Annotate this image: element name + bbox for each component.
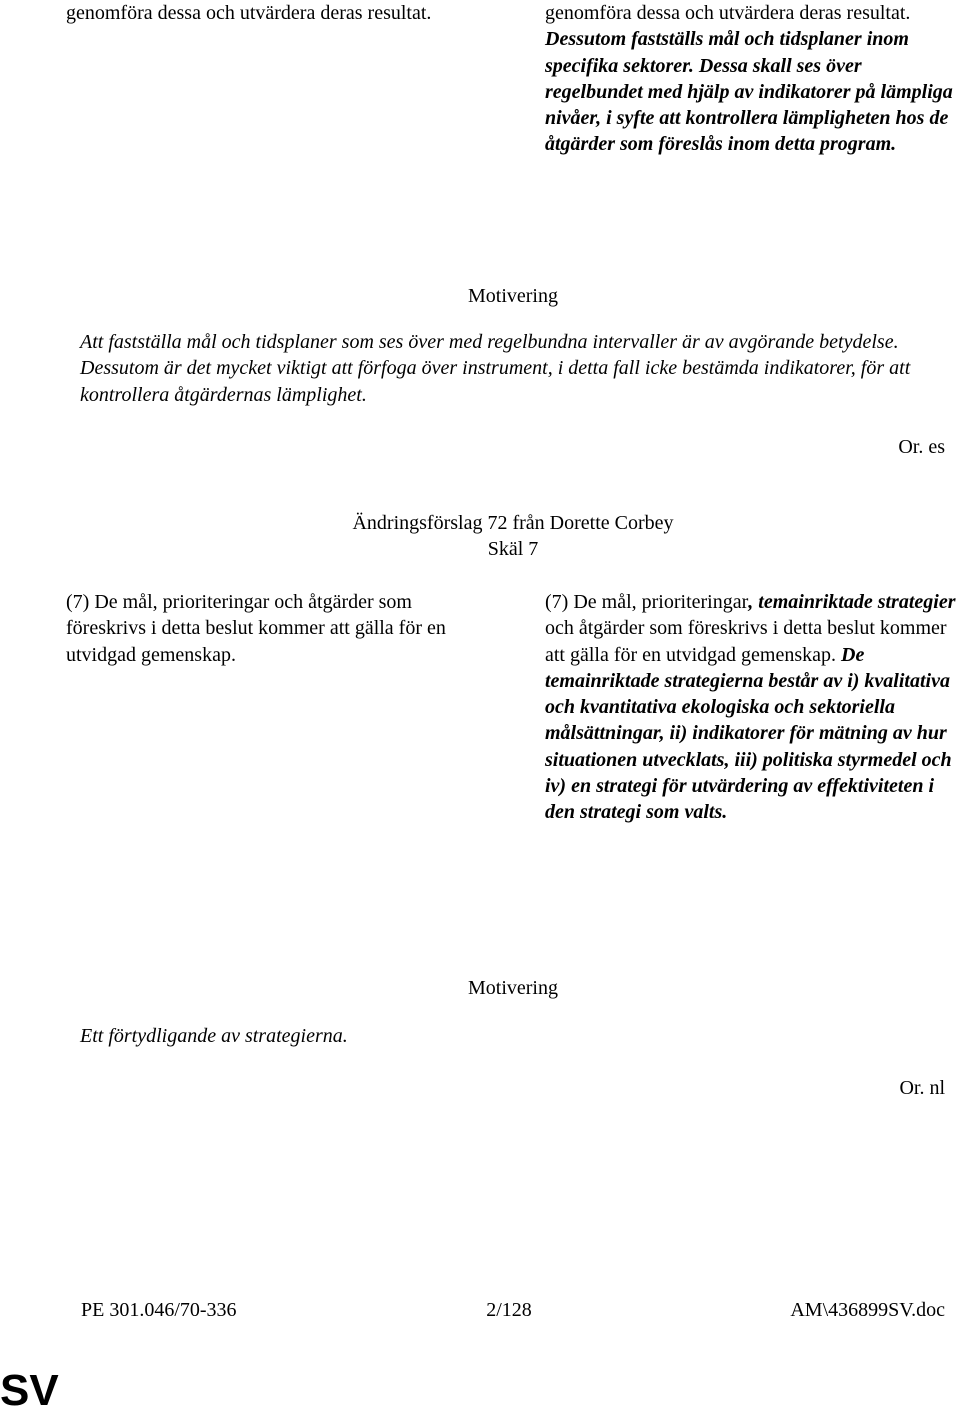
motivering-text-2: Ett förtydligande av strategierna. (80, 1025, 348, 1047)
footer-page-number: 2/128 (486, 1299, 532, 1321)
motivering-heading-2: Motivering (468, 977, 558, 999)
amendment-proposed-text (545, 589, 960, 826)
previous-text-right-plain: genomföra dessa och utvärdera deras resultat. (545, 2, 911, 24)
footer-document-id: AM\436899SV.doc (790, 1299, 945, 1321)
language-code: SV (0, 1366, 59, 1415)
amendment-title: Ändringsförslag 72 från Dorette Corbey (352, 512, 674, 534)
previous-text-right (545, 0, 960, 158)
motivering-text: Att fastställa mål och tidsplaner som ses över med regelbundna intervaller är av avgörande betydelse. Dessutom är det mycket viktigt att förfoga över instrument, i detta fall icke bestämda indikatorer, för att kontrollera åtgärdernas lämplighet. (80, 331, 911, 406)
amendment-original-text: (7) De mål, prioriteringar och åtgärder som föreskrivs i detta beslut kommer att gälla för en utvidgad gemenskap. (66, 591, 446, 666)
proposed-part-2: , temainriktade strategier (748, 591, 956, 613)
original-language-nl: Or. nl (899, 1077, 945, 1099)
motivering-heading: Motivering (468, 285, 558, 307)
previous-text-left: genomföra dessa och utvärdera deras resultat. (66, 2, 432, 24)
original-language-es: Or. es (898, 436, 945, 458)
proposed-part-4: De temainriktade strategierna består av i) kvalitativa och kvantitativa ekologiska och sektoriella målsättningar, ii) indikatorer för mätning av hur situationen utvecklats, iii) politiska styrmedel och iv) en strategi för utvärdering av effektiviteten i den strategi som valts. (545, 643, 952, 824)
footer-reference: PE 301.046/70-336 (81, 1299, 237, 1321)
amendment-subtitle: Skäl 7 (487, 538, 539, 560)
previous-text-right-bold: Dessutom fastställs mål och tidsplaner inom specifika sektorer. Dessa skall ses över regelbundet med hjälp av indikatorer på lämpliga nivåer, i syfte att kontrollera lämpligheten hos de åtgärder som föreslås inom detta program. (545, 28, 953, 156)
proposed-part-1: (7) De mål, prioriteringar (545, 591, 749, 613)
proposed-part-3: och åtgärder som föreskrivs i detta beslut kommer att gälla för en utvidgad gemenskap. (545, 617, 947, 666)
